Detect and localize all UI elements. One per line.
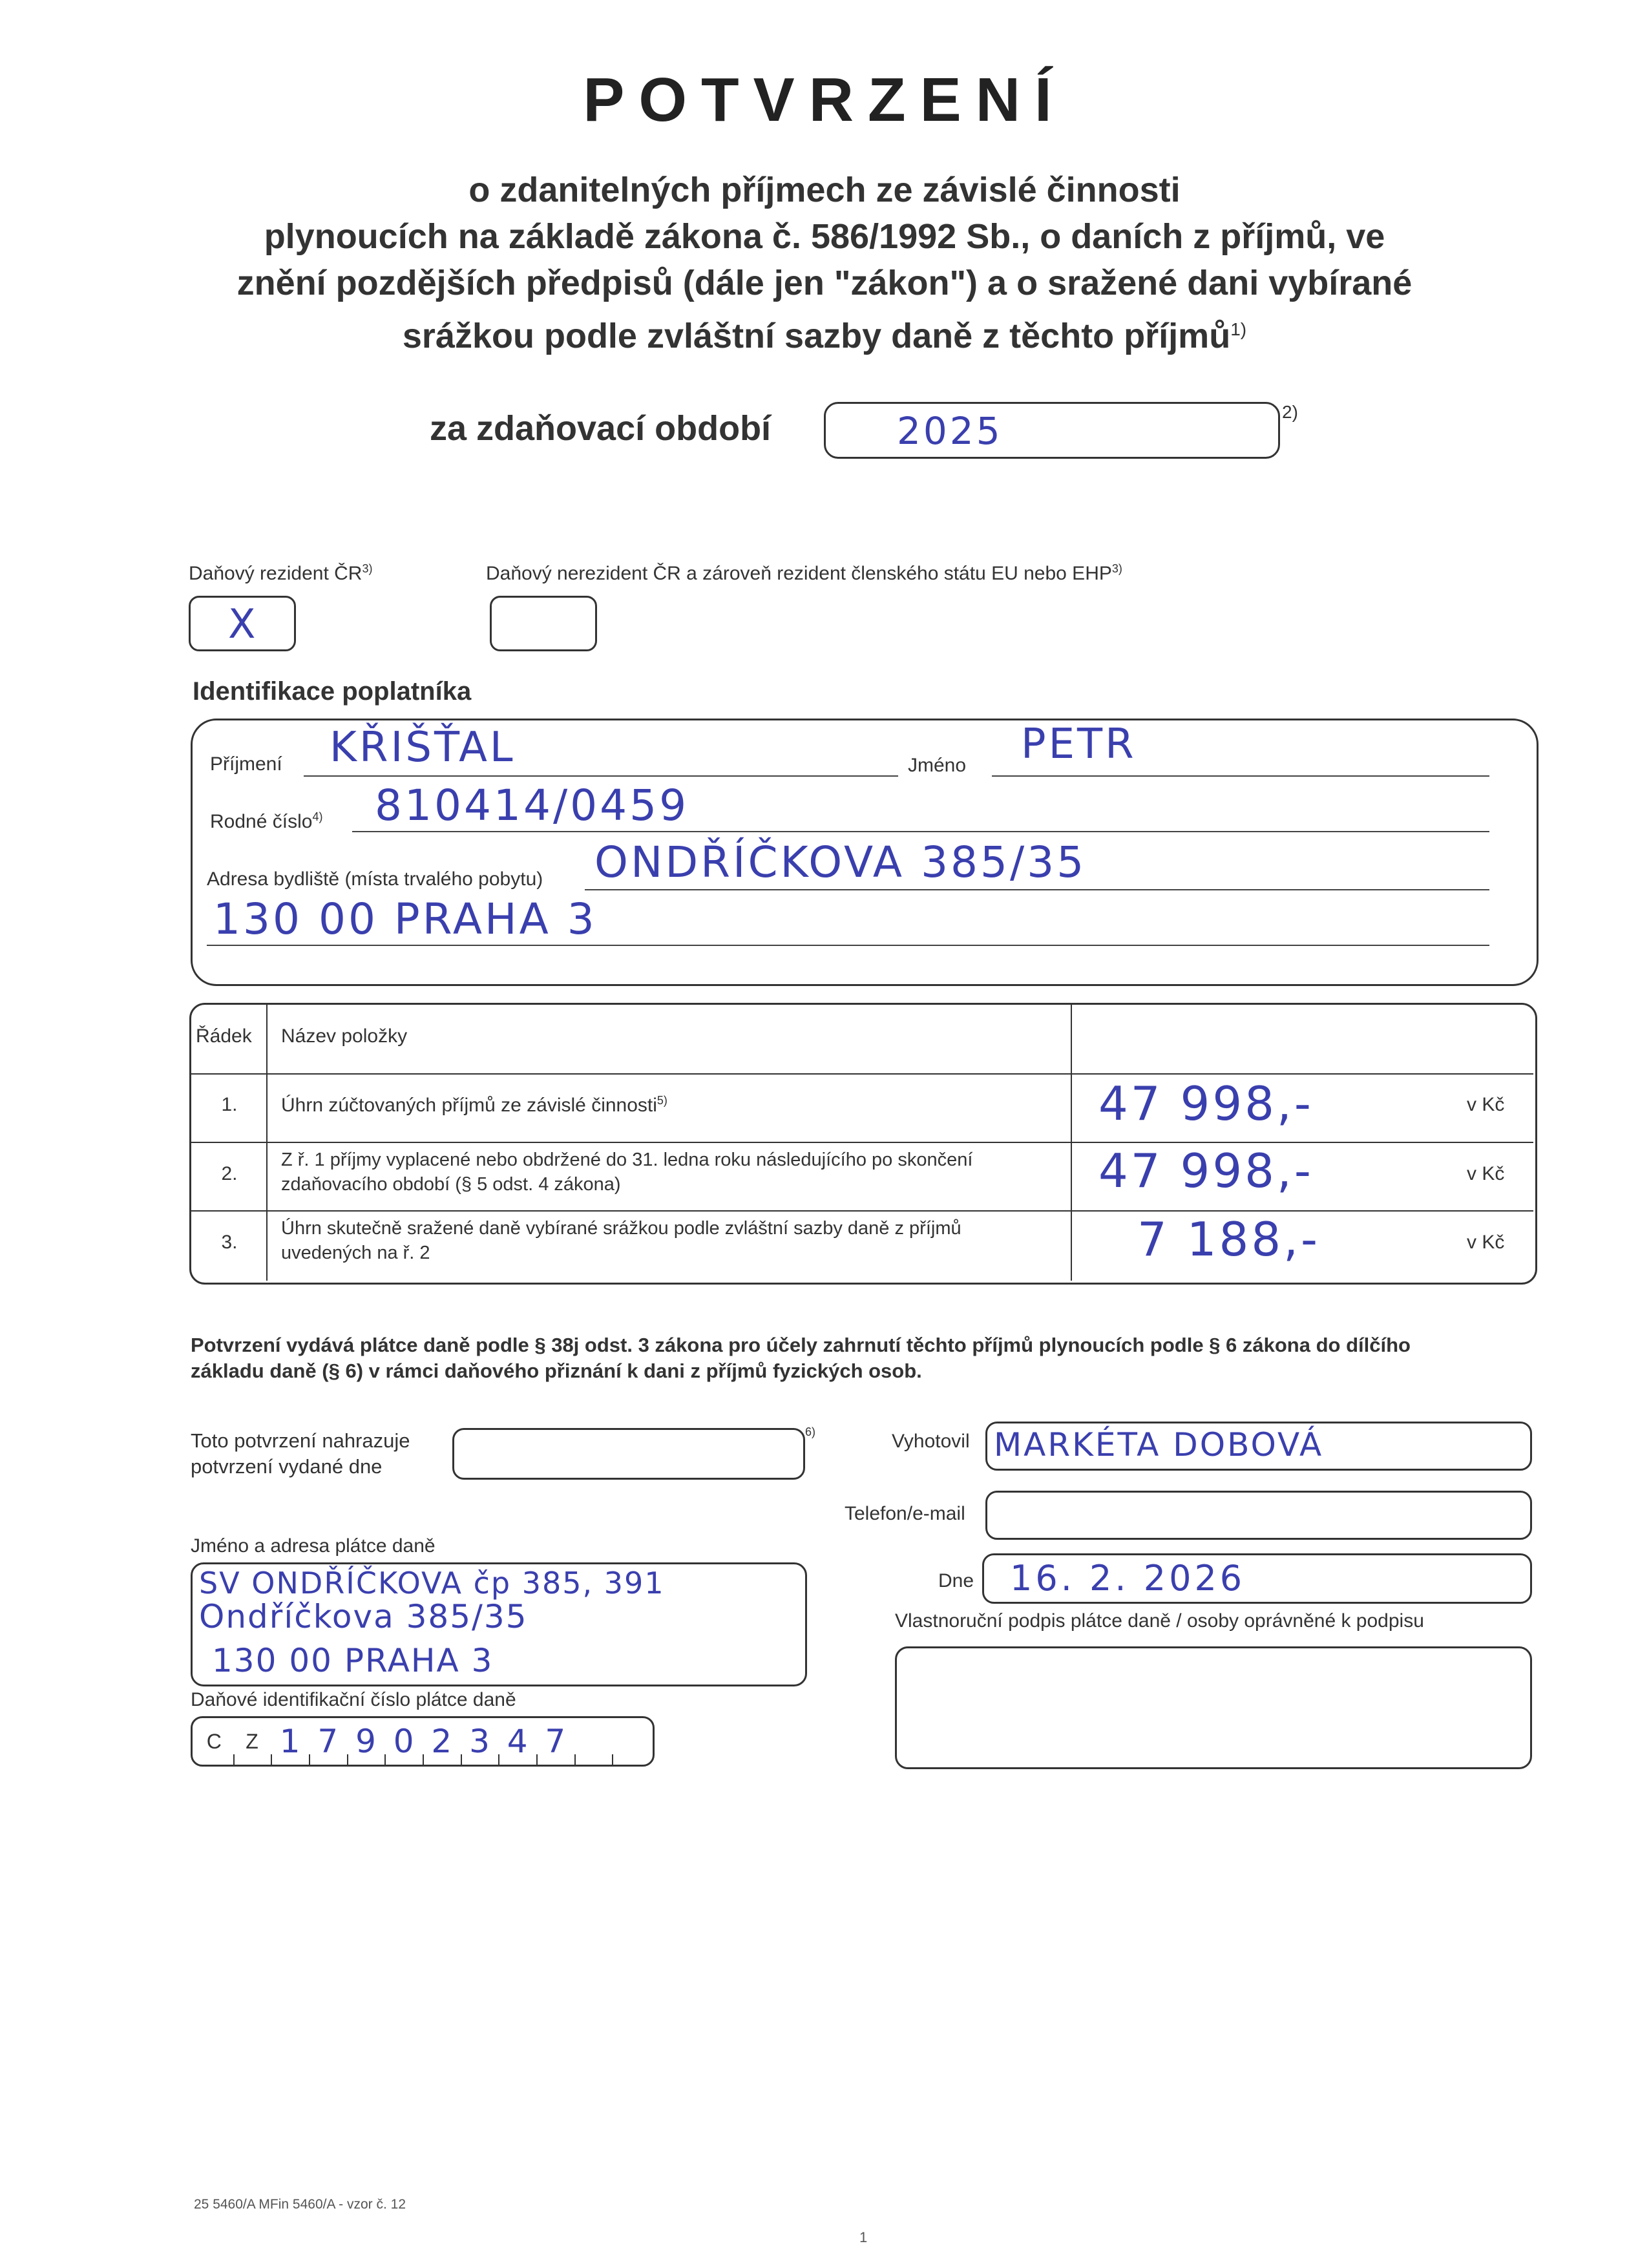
dic-char-cell: Z xyxy=(246,1730,258,1753)
taxpayer-section-title: Identifikace poplatníka xyxy=(193,677,472,706)
surname-line xyxy=(304,775,898,777)
table-row-1-text-content: Úhrn zúčtovaných příjmů ze závislé činnosti xyxy=(281,1095,657,1116)
form-code: 25 5460/A MFin 5460/A - vzor č. 12 xyxy=(194,2197,406,2212)
page-number: 1 xyxy=(859,2229,868,2245)
table-row-2-value[interactable]: 47 998,- xyxy=(1098,1144,1314,1198)
dic-label: Daňové identifikační číslo plátce daně xyxy=(191,1689,516,1710)
subtitle-line-4 xyxy=(162,306,1487,359)
signature-label: Vlastnoruční podpis plátce daně / osoby oprávněné k podpisu xyxy=(895,1610,1424,1632)
table-row-2-text-line-1: Z ř. 1 příjmy vyplacené nebo obdržené do 31. ledna roku následujícího po skončení xyxy=(281,1150,973,1170)
surname-label: Příjmení xyxy=(210,753,282,775)
address-line-2 xyxy=(207,945,1489,946)
replaces-footnote-ref: 6) xyxy=(805,1425,816,1438)
table-row-2-text-line-2: zdaňovacího období (§ 5 odst. 4 zákona) xyxy=(281,1174,621,1195)
birth-number-footnote-ref: 4) xyxy=(312,810,323,823)
document-title: POTVRZENÍ xyxy=(583,65,1066,134)
dic-char-cell: 2 xyxy=(431,1723,452,1760)
period-footnote-ref: 2) xyxy=(1282,402,1298,422)
nonresident-checkbox[interactable] xyxy=(490,596,597,651)
prepared-by-input[interactable] xyxy=(985,1422,1532,1471)
dic-char-cell xyxy=(612,1718,650,1765)
table-row-3-text-line-1: Úhrn skutečně sražené daně vybírané srážkou podle zvláštní sazby daně z příjmů xyxy=(281,1218,961,1239)
resident-checkbox[interactable] xyxy=(189,596,296,651)
dic-cells xyxy=(193,1718,653,1765)
payer-address-line-1: SV ONDŘÍČKOVA čp 385, 391 xyxy=(199,1566,665,1601)
period-value: 2025 xyxy=(897,409,1003,453)
signature-box[interactable] xyxy=(895,1646,1532,1769)
subtitle-line-1: o zdanitelných příjmech ze závislé činnosti xyxy=(468,171,1181,209)
replaces-date-input[interactable] xyxy=(452,1428,805,1480)
date-input[interactable] xyxy=(982,1553,1532,1604)
nonresident-label-text: Daňový nerezident ČR a zároveň rezident členského státu EU nebo EHP xyxy=(486,563,1112,584)
issuer-notice-line-1: Potvrzení vydává plátce daně podle § 38j odst. 3 zákona pro účely zahrnutí těchto příjmů plynoucích podle § 6 zákona do dílčího xyxy=(191,1334,1411,1356)
phone-email-label: Telefon/e-mail xyxy=(845,1503,965,1524)
table-row-3-num: 3. xyxy=(221,1232,238,1253)
firstname-line xyxy=(992,775,1489,777)
dic-char-cell: 0 xyxy=(393,1723,414,1760)
resident-label xyxy=(189,562,372,585)
nonresident-label xyxy=(486,562,1122,585)
dic-input[interactable] xyxy=(191,1716,655,1767)
dic-char-cell: 4 xyxy=(507,1723,528,1760)
column-header-row: Řádek xyxy=(196,1025,252,1047)
issuer-notice xyxy=(191,1332,1535,1384)
column-header-name: Název položky xyxy=(281,1025,408,1047)
table-row-3-text-line-2: uvedených na ř. 2 xyxy=(281,1243,430,1263)
address-label: Adresa bydliště (místa trvalého pobytu) xyxy=(207,868,543,890)
nonresident-footnote-ref: 3) xyxy=(1111,562,1122,575)
table-row-1-text xyxy=(281,1094,667,1117)
table-row-2-num: 2. xyxy=(221,1163,238,1184)
table-row-2-text xyxy=(281,1148,972,1197)
resident-footnote-ref: 3) xyxy=(362,562,373,575)
address-value-line-2[interactable]: 130 00 PRAHA 3 xyxy=(213,894,597,944)
dic-char-cell: 9 xyxy=(355,1723,376,1760)
resident-label-text: Daňový rezident ČR xyxy=(189,563,362,584)
prepared-by-value: MARKÉTA DOBOVÁ xyxy=(994,1426,1324,1464)
table-row-1-value[interactable]: 47 998,- xyxy=(1098,1076,1314,1131)
birth-number-value[interactable]: 810414/0459 xyxy=(375,781,689,830)
date-label: Dne xyxy=(938,1570,974,1591)
firstname-label: Jméno xyxy=(908,755,967,776)
table-row-1-footnote-ref: 5) xyxy=(656,1094,667,1107)
dic-char-cell: C xyxy=(206,1730,222,1753)
period-input[interactable] xyxy=(824,402,1280,459)
date-value: 16. 2. 2026 xyxy=(1010,1558,1246,1599)
table-row-2-unit: v Kč xyxy=(1467,1163,1505,1184)
dic-char-cell xyxy=(574,1718,613,1765)
issuer-notice-line-2: základu daně (§ 6) v rámci daňového přiznání k dani z příjmů fyzických osob. xyxy=(191,1360,922,1382)
dic-char-cell: 7 xyxy=(545,1723,566,1760)
replaces-label-line-2: potvrzení vydané dne xyxy=(191,1455,383,1478)
resident-check-mark: X xyxy=(228,600,258,647)
document-subtitle xyxy=(162,167,1487,359)
firstname-value[interactable]: PETR xyxy=(1021,720,1137,768)
prepared-by-label: Vyhotovil xyxy=(892,1431,970,1452)
replaces-label-line-1: Toto potvrzení nahrazuje xyxy=(191,1429,410,1452)
dic-char-cell: 7 xyxy=(317,1723,339,1760)
payer-name-address-box[interactable] xyxy=(191,1562,807,1686)
dic-char-cell: 1 xyxy=(279,1723,300,1760)
table-row-3-text xyxy=(281,1216,961,1265)
table-row-3-value[interactable]: 7 188,- xyxy=(1137,1212,1320,1266)
payer-address-line-2: Ondříčkova 385/35 xyxy=(199,1598,528,1635)
subtitle-line-3: znění pozdějších předpisů (dále jen "zákon") a o sražené dani vybírané xyxy=(236,264,1413,302)
birth-number-line xyxy=(352,831,1489,832)
period-label: za zdaňovací období xyxy=(430,409,772,448)
phone-email-input[interactable] xyxy=(985,1491,1532,1540)
birth-number-label-text: Rodné číslo xyxy=(210,811,313,832)
surname-value[interactable]: KŘIŠŤAL xyxy=(330,724,516,772)
table-row-1-num: 1. xyxy=(221,1094,238,1115)
payer-name-address-label: Jméno a adresa plátce daně xyxy=(191,1535,436,1557)
birth-number-label xyxy=(210,810,322,833)
replaces-label xyxy=(191,1428,410,1480)
address-line-1 xyxy=(585,889,1489,890)
table-row-3-unit: v Kč xyxy=(1467,1232,1505,1253)
dic-char-cell: 3 xyxy=(469,1723,490,1760)
footnote-1-ref: 1) xyxy=(1230,319,1247,339)
payer-address-line-3: 130 00 PRAHA 3 xyxy=(212,1642,494,1679)
table-row-1-unit: v Kč xyxy=(1467,1094,1505,1115)
address-value-line-1[interactable]: ONDŘÍČKOVA 385/35 xyxy=(594,837,1087,887)
subtitle-line-2: plynoucích na základě zákona č. 586/1992 Sb., o daních z příjmů, ve xyxy=(264,217,1385,256)
subtitle-line-4-text: srážkou podle zvláštní sazby daně z těchto příjmů xyxy=(402,317,1231,355)
